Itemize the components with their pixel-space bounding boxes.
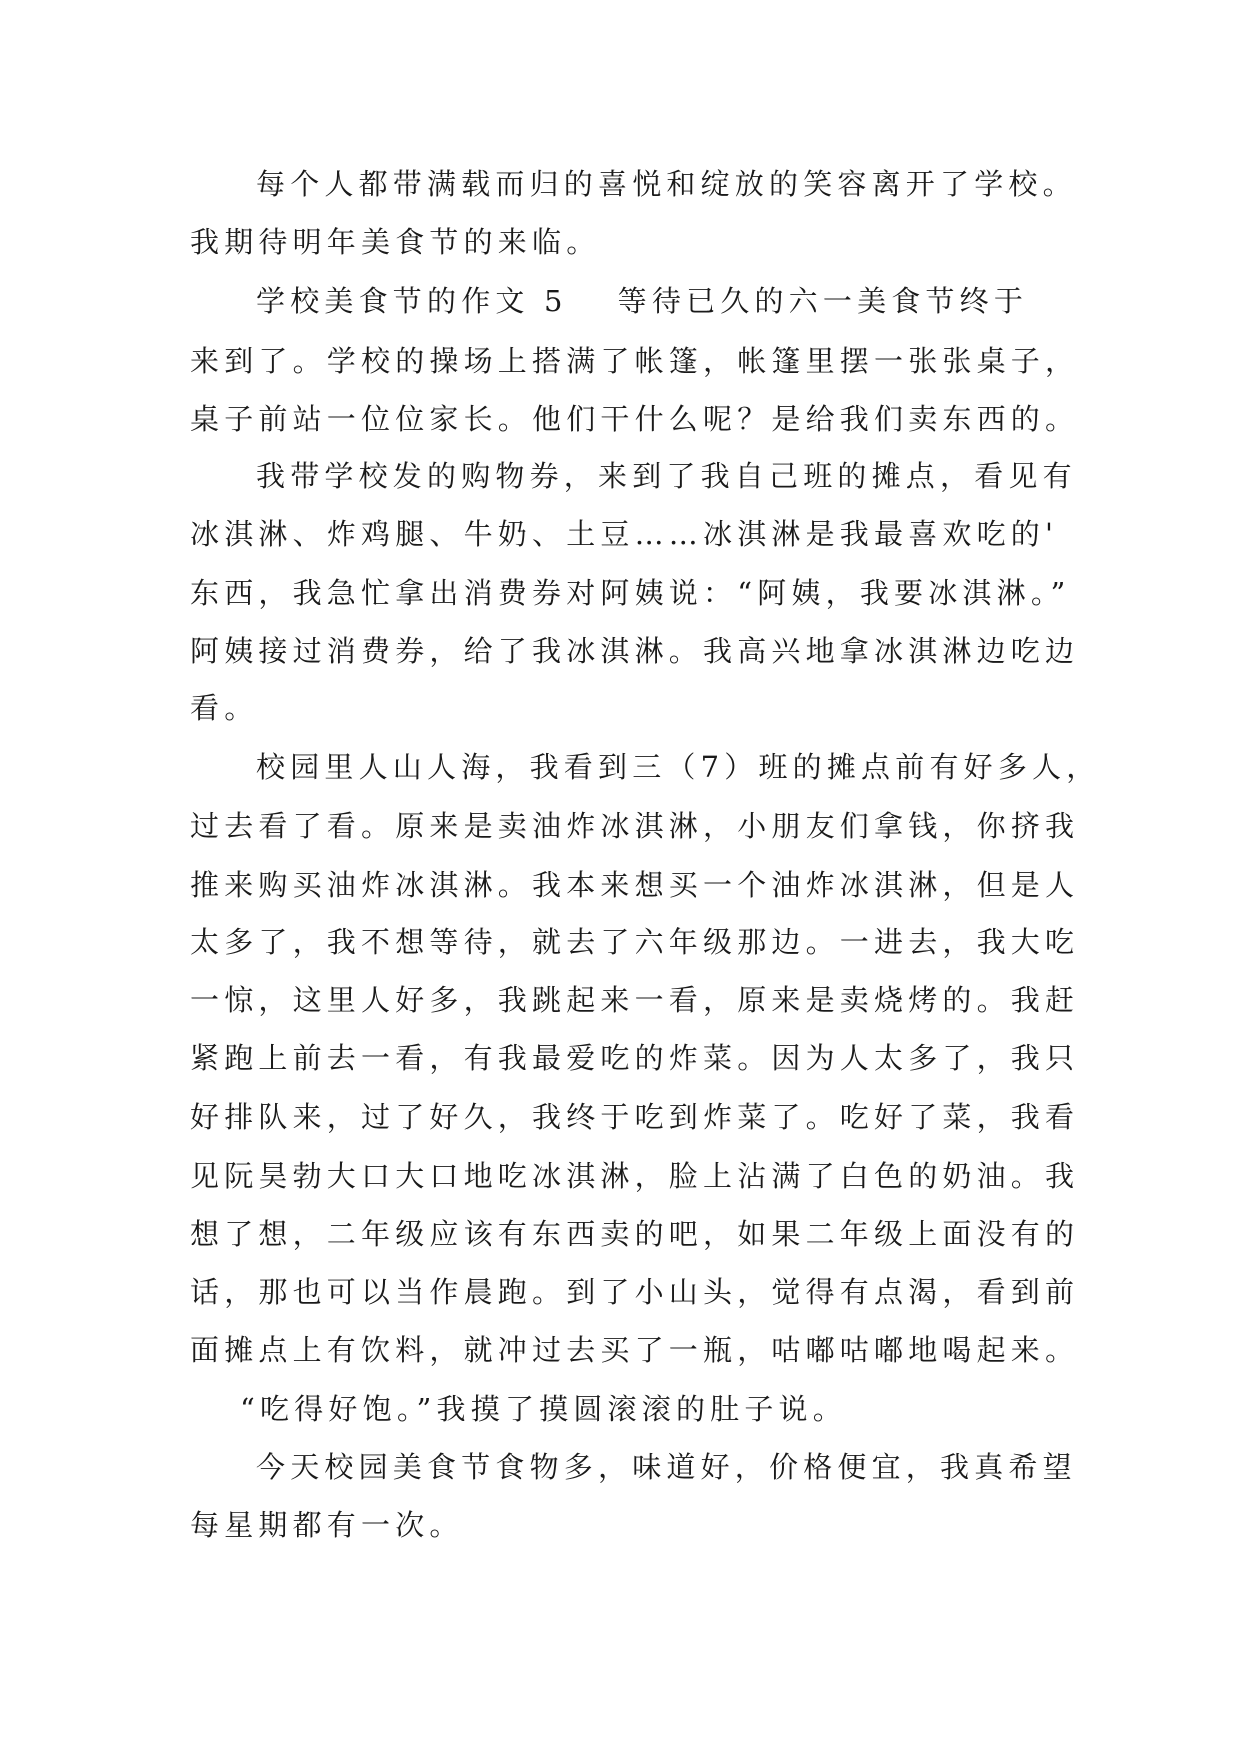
- text-line: 面摊点上有饮料，就冲过去买了一瓶，咕嘟咕嘟地喝起来。: [190, 1333, 1080, 1367]
- text-line: 我带学校发的购物券，来到了我自己班的摊点，看见有: [256, 459, 1077, 493]
- section-heading: 学校美食节的作文 5: [256, 284, 568, 318]
- text-line: 看。: [190, 691, 259, 725]
- text-line: 校园里人山人海，我看到三（7）班的摊点前有好多人，: [256, 750, 1101, 784]
- text-line: 想了想，二年级应该有东西卖的吧，如果二年级上面没有的: [190, 1217, 1080, 1251]
- text-line: 太多了，我不想等待，就去了六年级那边。一进去，我大吃: [190, 925, 1080, 959]
- text-line: 推来购买油炸冰淇淋。我本来想买一个油炸冰淇淋，但是人: [190, 868, 1080, 902]
- text-fragment: 等待已久的六一美食节终于: [617, 284, 1029, 318]
- text-line: 见阮昊勃大口大口地吃冰淇淋，脸上沾满了白色的奶油。我: [190, 1159, 1080, 1193]
- section-heading-line: [256, 281, 1028, 321]
- text-line: 桌子前站一位位家长。他们干什么呢？是给我们卖东西的。: [190, 402, 1080, 436]
- text-line: 好排队来，过了好久，我终于吃到炸菜了。吃好了菜，我看: [190, 1100, 1080, 1134]
- text-line: 东西，我急忙拿出消费券对阿姨说：“阿姨，我要冰淇淋。”: [190, 576, 1071, 610]
- text-line: “吃得好饱。”我摸了摸圆滚滚的肚子说。: [240, 1392, 847, 1426]
- text-line: 紧跑上前去一看，有我最爱吃的炸菜。因为人太多了，我只: [190, 1041, 1080, 1075]
- text-line: 话，那也可以当作晨跑。到了小山头，觉得有点渴，看到前: [190, 1275, 1080, 1309]
- text-line: 阿姨接过消费券，给了我冰淇淋。我高兴地拿冰淇淋边吃边: [190, 634, 1080, 668]
- text-line: 冰淇淋、炸鸡腿、牛奶、土豆……冰淇淋是我最喜欢吃的': [190, 517, 1059, 551]
- text-line: 每星期都有一次。: [190, 1508, 464, 1542]
- text-line: 过去看了看。原来是卖油炸冰淇淋，小朋友们拿钱，你挤我: [190, 809, 1080, 843]
- text-line: 一惊，这里人好多，我跳起来一看，原来是卖烧烤的。我赶: [190, 983, 1080, 1017]
- text-line: 来到了。学校的操场上搭满了帐篷，帐篷里摆一张张桌子，: [190, 344, 1080, 378]
- text-line: 每个人都带满载而归的喜悦和绽放的笑容离开了学校。: [256, 167, 1077, 201]
- text-line: 今天校园美食节食物多，味道好，价格便宜，我真希望: [256, 1450, 1077, 1484]
- text-line: 我期待明年美食节的来临。: [190, 225, 601, 259]
